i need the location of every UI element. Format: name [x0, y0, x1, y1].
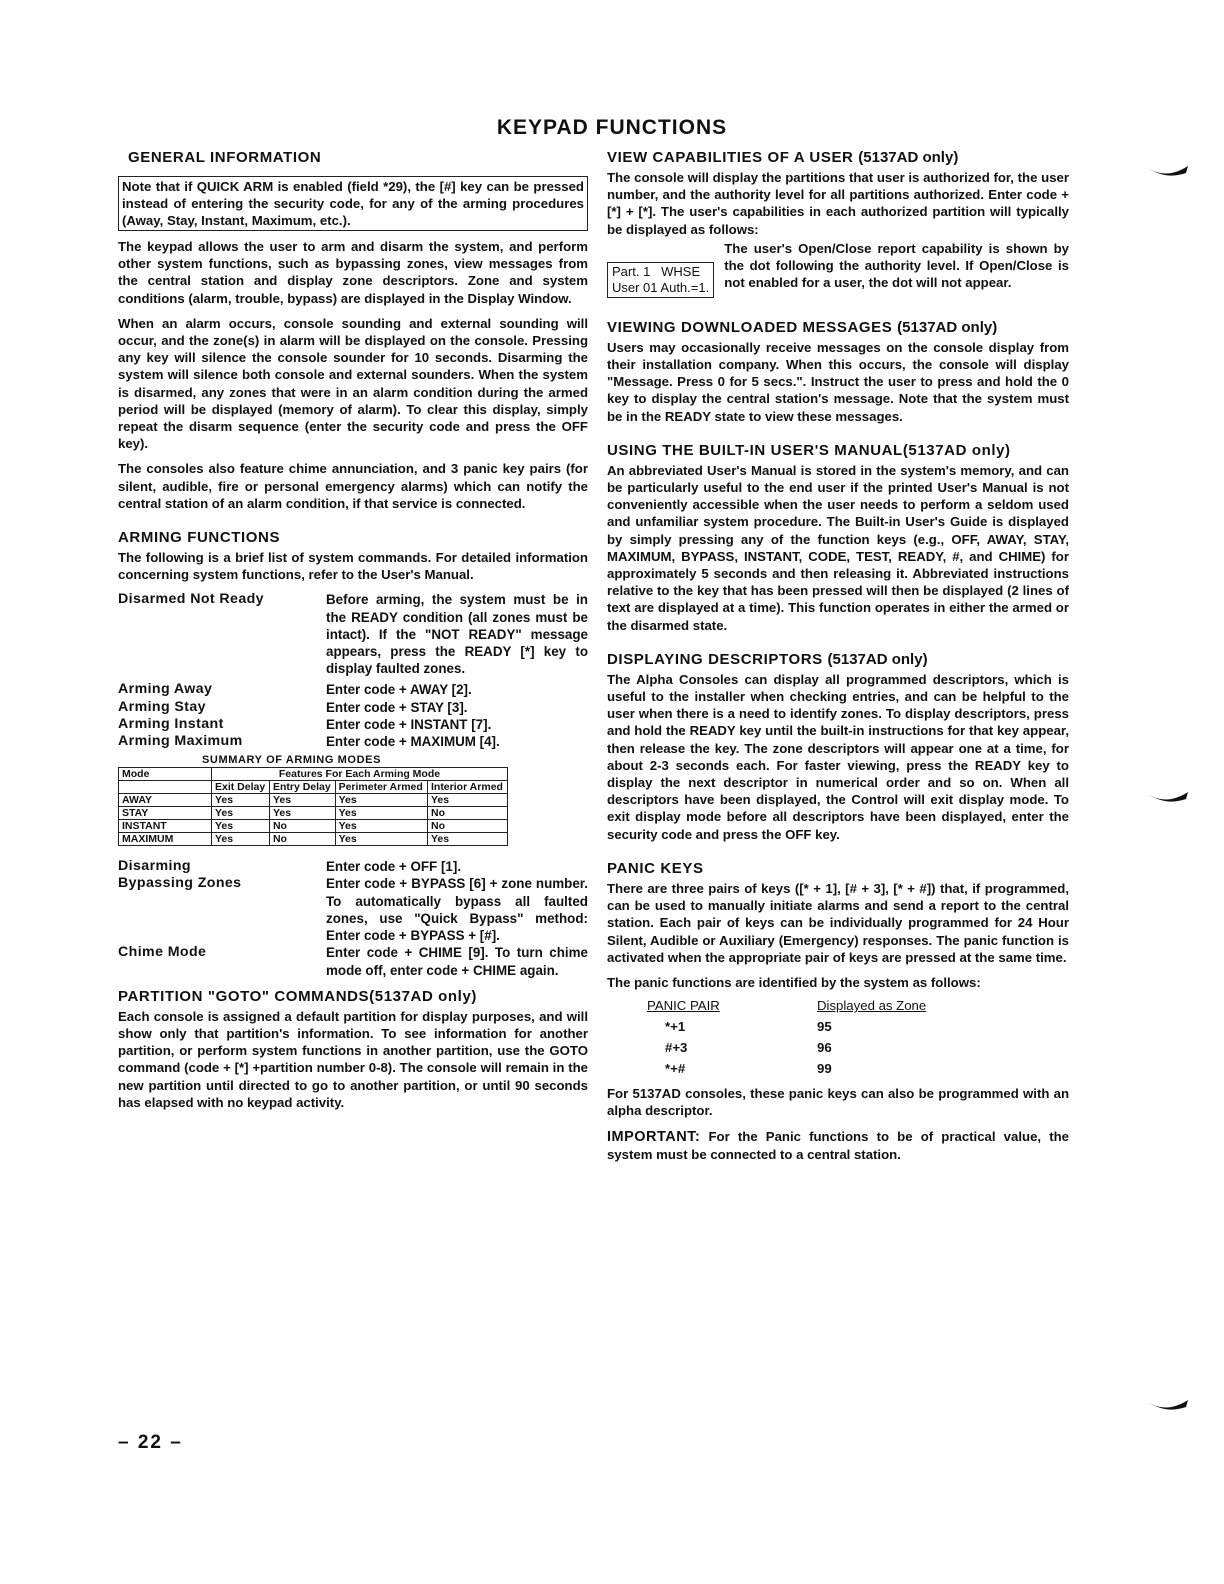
- mode-cell: INSTANT: [119, 820, 212, 833]
- binder-mark-icon: [1146, 790, 1190, 804]
- features-header: Features For Each Arming Mode: [212, 768, 508, 781]
- table-subheader-row: [119, 781, 508, 794]
- panic-table-header: [647, 995, 1069, 1016]
- value-cell: Yes: [269, 794, 335, 807]
- command-label: Arming Stay: [118, 698, 206, 715]
- panic-pair-cell: *+1: [665, 1019, 686, 1035]
- alpha-descriptor-text: For 5137AD consoles, these panic keys can also be programmed with an alpha descriptor.: [607, 1086, 1069, 1119]
- value-cell: Yes: [212, 820, 270, 833]
- displaying-descriptors-text: The Alpha Consoles can display all programmed descriptors, which is useful to the installer when checking entries, and can be helpful to the user when there is a need to identify zones. To display descriptors, press and hold the READY key until the built-in instructions for that key appear, then release the key. The zone descriptors will appear one at a time, for about 2-3 seconds each. For faster viewing, press the READY key to display the next descriptor in numerical order and so on. When all descriptors have been displayed, the Control will exit display mode. To exit display mode before all descriptors have been displayed, enter the security code and press the OFF key.: [607, 671, 1069, 842]
- panic-keys-section: [607, 859, 1069, 1163]
- binder-mark-icon: [1146, 164, 1190, 178]
- arming-functions-heading: ARMING FUNCTIONS: [118, 529, 281, 547]
- panic-keys-text: There are three pairs of keys ([* + 1], [# + 3], [* + #]) that, if programmed, can be used to manually initiate alarms and send a report to the central station. Each pair of keys can be individually programmed for 24 Hour Silent, Audible or Auxiliary (Emergency) responses. The panic function is activated when the appropriate pair of keys are pressed at the same time.: [607, 880, 1069, 965]
- mode-cell: STAY: [119, 807, 212, 820]
- table-header-row: [119, 768, 508, 781]
- mode-header: Mode: [119, 768, 212, 781]
- command-row: [118, 944, 588, 978]
- lcd-line-2: User 01 Auth.=1.: [612, 279, 710, 295]
- value-cell: Yes: [335, 833, 427, 846]
- value-cell: No: [269, 820, 335, 833]
- general-information-heading: GENERAL INFORMATION: [128, 149, 322, 166]
- value-cell: No: [269, 833, 335, 846]
- zone-cell: 96: [817, 1040, 832, 1056]
- downloaded-messages-heading: [607, 318, 1069, 337]
- important-label: IMPORTANT:: [607, 1128, 701, 1145]
- command-text: Enter code + AWAY [2].: [326, 682, 472, 698]
- downloaded-messages-title: VIEWING DOWNLOADED MESSAGES: [607, 318, 893, 336]
- command-text: Before arming, the system must be in the READY condition (all zones must be intact). If the "NOT READY" message appears, press the READY [*] key to display faulted zones.: [326, 592, 588, 677]
- value-cell: Yes: [212, 794, 270, 807]
- command-row: [118, 858, 588, 875]
- view-capabilities-heading: [607, 148, 1069, 167]
- command-label: Disarmed Not Ready: [118, 591, 264, 608]
- panic-pair-cell: #+3: [665, 1040, 688, 1056]
- partition-goto-heading: PARTITION "GOTO" COMMANDS(5137AD only): [118, 987, 477, 1005]
- value-cell: Yes: [212, 833, 270, 846]
- column-header: Entry Delay: [269, 781, 335, 794]
- command-label: Chime Mode: [118, 944, 207, 961]
- command-row: [118, 875, 588, 944]
- displayed-zone-column-header: Displayed as Zone: [817, 998, 927, 1014]
- view-capabilities-title: VIEW CAPABILITIES OF A USER: [607, 149, 854, 166]
- built-in-manual-text: An abbreviated User's Manual is stored in the system's memory, and can be particularly useful to the end user if the printed User's Manual is not conveniently accessible when the user needs to perform a seldom used and unfamiliar system procedure. The Built-in User's Guide is displayed by simply pressing any of the function keys (e.g., OFF, AWAY, STAY, MAXIMUM, BYPASS, INSTANT, CODE, TEST, READY, #, and CHIME) for approximately 5 seconds and then releasing it. Abbreviated instructions relative to the key that has been pressed will then be displayed (2 lines of text are displayed at a time). This function operates in either the armed or the disarmed state.: [607, 462, 1069, 633]
- table-row: [647, 1037, 1069, 1058]
- panic-pair-cell: *+#: [665, 1061, 686, 1077]
- table-row: [119, 833, 508, 846]
- command-text: Enter code + STAY [3].: [326, 699, 468, 715]
- displaying-descriptors-note: (5137AD only): [827, 650, 928, 668]
- displaying-descriptors-section: [607, 650, 1069, 843]
- command-label: Arming Maximum: [118, 733, 243, 750]
- command-text: Enter code + OFF [1].: [326, 859, 462, 875]
- value-cell: No: [427, 820, 507, 833]
- command-row: [118, 716, 588, 733]
- column-header: Interior Armed: [427, 781, 507, 794]
- mode-cell: MAXIMUM: [119, 833, 212, 846]
- command-row: [118, 591, 588, 677]
- arming-functions-section: [118, 528, 588, 979]
- general-paragraph-1: The keypad allows the user to arm and disarm the system, and perform other system functions, such as bypassing zones, view messages from the central station and display zone descriptors. Zone and system conditions (alarm, trouble, bypass) are displayed in the Display Window.: [118, 239, 588, 306]
- value-cell: Yes: [335, 820, 427, 833]
- command-label: Arming Instant: [118, 715, 224, 732]
- command-row: [118, 699, 588, 716]
- page-number: – 22 –: [118, 1432, 183, 1453]
- command-label: Arming Away: [118, 681, 213, 698]
- table-row: [119, 794, 508, 807]
- built-in-manual-section: [607, 441, 1069, 634]
- column-header: Exit Delay: [212, 781, 270, 794]
- important-note: [607, 1128, 1069, 1163]
- command-text: Enter code + CHIME [9]. To turn chime mode off, enter code + CHIME again.: [326, 945, 588, 978]
- arming-modes-table: [118, 767, 508, 846]
- lcd-display: [607, 262, 714, 298]
- value-cell: Yes: [427, 794, 507, 807]
- general-paragraph-2: When an alarm occurs, console sounding and external sounding will occur, and the zone(s) in alarm will be displayed on the console. Pressing any key will silence the console sounder for 10 seconds. Disarming the system will silence both console and external sounders. When the system is disarmed, any zones that were in an alarm condition during the armed period will be displayed (memory of alarm). To clear this display, simply repeat the disarm sequence (enter the security code and press the OFF key).: [118, 315, 588, 452]
- view-capabilities-text: The console will display the partitions that user is authorized for, the user number, and the authority level for all partitions authorized. Enter code + [*] + [*]. The user's capabilities in each authorized partition will typically be displayed as follows:: [607, 170, 1069, 237]
- command-label: Disarming: [118, 858, 191, 875]
- left-column: [118, 148, 588, 1119]
- downloaded-messages-note: (5137AD only): [897, 318, 998, 336]
- panic-pair-table: [647, 995, 1069, 1079]
- column-header: Perimeter Armed: [335, 781, 427, 794]
- page-title: KEYPAD FUNCTIONS: [496, 116, 728, 139]
- arming-functions-intro: The following is a brief list of system commands. For detailed information concerning system functions, refer to the User's Manual.: [118, 550, 588, 583]
- zone-cell: 95: [817, 1019, 832, 1035]
- command-row: [118, 681, 588, 698]
- value-cell: Yes: [212, 807, 270, 820]
- value-cell: Yes: [427, 833, 507, 846]
- partition-goto-text: Each console is assigned a default partition for display purposes, and will show only that partition's information. To see information for another partition, or perform system functions in another partition, use the GOTO command (code + [*] +partition number 0-8). The console will remain in the new partition until directed to go to another partition, or until 90 seconds has elapsed with no keypad activity.: [118, 1008, 588, 1110]
- right-column: [607, 148, 1069, 1171]
- table-row: [119, 807, 508, 820]
- downloaded-messages-section: [607, 318, 1069, 425]
- command-text: Enter code + INSTANT [7].: [326, 716, 492, 732]
- downloaded-messages-text: Users may occasionally receive messages on the console display from their installation company. When this occurs, the console will display "Message. Press 0 for 5 secs.". Instruct the user to press and hold the 0 key to display the central station's message. Note that the system must be in the READY state to view these messages.: [607, 339, 1069, 424]
- table-row: [119, 820, 508, 833]
- displaying-descriptors-title: DISPLAYING DESCRIPTORS: [607, 650, 823, 668]
- summary-of-arming-modes-title: SUMMARY OF ARMING MODES: [202, 754, 382, 767]
- zone-cell: 99: [817, 1061, 832, 1077]
- command-row: [118, 733, 588, 750]
- mode-cell: AWAY: [119, 794, 212, 807]
- command-text: Enter code + MAXIMUM [4].: [326, 734, 500, 750]
- value-cell: Yes: [335, 794, 427, 807]
- command-label: Bypassing Zones: [118, 875, 242, 892]
- panic-identified-text: The panic functions are identified by the system as follows:: [607, 974, 981, 990]
- view-capabilities-note: (5137AD only): [858, 149, 959, 166]
- binder-mark-icon: [1146, 1398, 1190, 1412]
- panic-keys-heading: PANIC KEYS: [607, 859, 704, 877]
- value-cell: Yes: [335, 807, 427, 820]
- command-text: Enter code + BYPASS [6] + zone number. To automatically bypass all faulted zones, use "Quick Bypass" method: Enter code + BYPASS + [#].: [326, 876, 588, 944]
- value-cell: No: [427, 807, 507, 820]
- partition-goto-section: [118, 987, 588, 1111]
- open-close-note: The user's Open/Close report capability is shown by the dot following the authority level. If Open/Close is not enabled for a user, the dot will not appear.: [724, 240, 1069, 291]
- general-paragraph-3: The consoles also feature chime annunciation, and 3 panic key pairs (for silent, audible, fire or personal emergency alarms) which can notify the central station of an alarm condition, if that service is connected.: [118, 461, 588, 511]
- quick-arm-note-box: Note that if QUICK ARM is enabled (field *29), the [#] key can be pressed instead of entering the security code, for any of the arming procedures (Away, Stay, Instant, Maximum, etc.).: [118, 176, 588, 231]
- table-row: [647, 1058, 1069, 1079]
- displaying-descriptors-heading: [607, 650, 1069, 669]
- lcd-line-1: Part. 1 WHSE: [612, 263, 701, 279]
- panic-pair-column-header: PANIC PAIR: [647, 998, 720, 1014]
- value-cell: Yes: [269, 807, 335, 820]
- built-in-manual-heading: USING THE BUILT-IN USER'S MANUAL(5137AD only): [607, 441, 1011, 459]
- user-capabilities-display-example: [607, 240, 1069, 298]
- table-row: [647, 1016, 1069, 1037]
- important-text: For the Panic functions to be of practical value, the system must be connected to a central station.: [607, 1128, 1069, 1162]
